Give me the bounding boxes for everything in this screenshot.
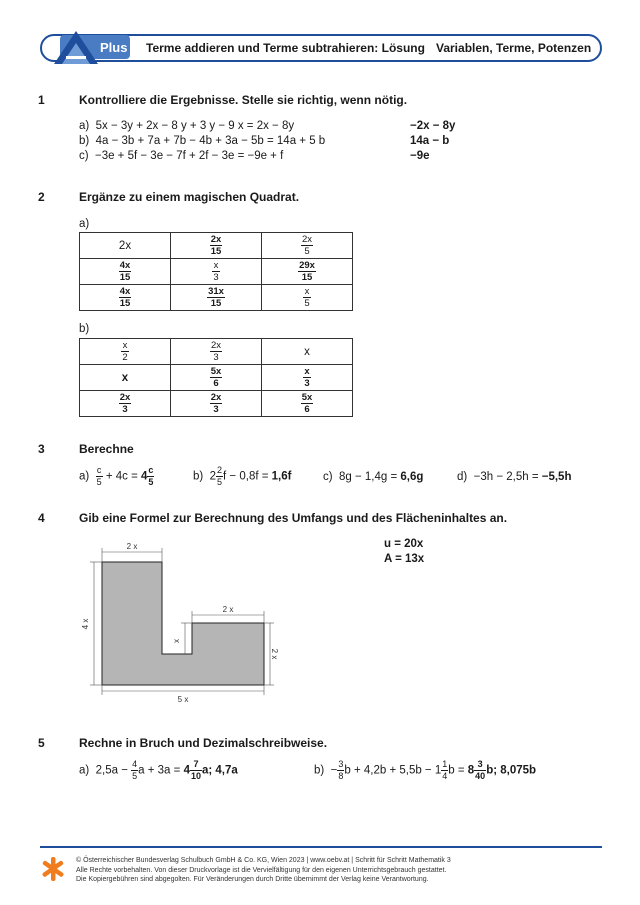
table-row xyxy=(80,339,353,365)
task-5-number: 5 xyxy=(38,736,45,750)
table-cell: x xyxy=(262,339,353,365)
publisher-logo xyxy=(40,856,66,882)
task-3-number: 3 xyxy=(38,442,45,456)
magic-square-a xyxy=(79,232,353,311)
task-1a-answer: −2x − 8y xyxy=(410,120,456,132)
task-1-number: 1 xyxy=(38,93,45,107)
table-cell: $\frac{5x}{6}$ xyxy=(262,391,353,417)
task-5b: b) − $\frac{3}{8}$ b + 4,2b + 5,5b − 1 $\frac{1}{4}$ b = 8 $\frac{3}{40}$ b; 8,075b xyxy=(314,759,537,781)
task-2b-label: b) xyxy=(79,323,90,335)
task-1b: b) 4a − 3b + 7a + 7b − 4b + 3a − 5b = 14a + 5 b xyxy=(79,135,326,147)
worksheet-title: Terme addieren und Terme subtrahieren: Lösung xyxy=(146,41,425,55)
worksheet-topic: Variablen, Terme, Potenzen xyxy=(436,41,592,55)
table-cell: $\frac{4x}{15}$ xyxy=(80,285,171,311)
table-row xyxy=(80,259,353,285)
dim-bottom: 5 x xyxy=(177,695,189,704)
task-4-answer-u: u = 20x xyxy=(384,538,424,550)
table-cell: $\frac{x}{3}$ xyxy=(171,259,262,285)
plus-logo xyxy=(52,31,132,65)
task-3d: d) −3h − 2,5h = −5,5h xyxy=(457,471,572,483)
table-row xyxy=(80,285,353,311)
task-1c-answer: −9e xyxy=(410,150,430,162)
magic-square-b xyxy=(79,338,353,417)
table-cell: $\frac{31x}{15}$ xyxy=(171,285,262,311)
table-cell: $\frac{2x}{5}$ xyxy=(262,233,353,259)
dim-inner-top: 2 x xyxy=(222,605,234,614)
task-3-instruction: Berechne xyxy=(79,442,134,456)
table-cell: $\frac{5x}{6}$ xyxy=(171,365,262,391)
dim-left: 4 x xyxy=(81,618,90,630)
table-cell: $\frac{2x}{3}$ xyxy=(80,391,171,417)
svg-text:Plus: Plus xyxy=(100,40,128,55)
footer-divider xyxy=(40,846,602,848)
table-cell: $\frac{29x}{15}$ xyxy=(262,259,353,285)
task-4-answer-a: A = 13x xyxy=(384,553,425,565)
l-shape-figure xyxy=(78,538,278,708)
dim-right: 2 x xyxy=(270,648,279,660)
table-cell: $\frac{x}{2}$ xyxy=(80,339,171,365)
task-2-instruction: Ergänze zu einem magischen Quadrat. xyxy=(79,190,300,204)
table-row xyxy=(80,233,353,259)
dim-top: 2 x xyxy=(126,542,138,551)
footer-copyright: © Österreichischer Bundesverlag Schulbuch GmbH & Co. KG, Wien 2023 | www.oebv.at | Schritt für Schritt Mathematik 3 Alle Rechte vorbehalten. Von dieser Druckvorlage ist die Vervielfältigung für den eigenen Unterrichtsgebrauch gestattet. Die Kopiergebühren sind abgegolten. Für Veränderungen durch Dritte übernimmt der Verlag keine Verantwortung. xyxy=(76,857,451,883)
table-cell: $\frac{x}{3}$ xyxy=(262,365,353,391)
table-cell: $\frac{2x}{15}$ xyxy=(171,233,262,259)
task-5-instruction: Rechne in Bruch und Dezimalschreibweise. xyxy=(79,736,328,750)
task-2-number: 2 xyxy=(38,190,45,204)
table-row xyxy=(80,365,353,391)
table-cell: $\frac{4x}{15}$ xyxy=(80,259,171,285)
table-row xyxy=(80,391,353,417)
task-4-number: 4 xyxy=(38,511,45,525)
dim-step: x xyxy=(172,639,181,643)
task-3c: c) 8g − 1,4g = 6,6g xyxy=(323,471,424,483)
task-5a: a) 2,5a − $\frac{4}{5}$ a + 3a = 4 $\frac{7}{10}$ a; 4,7a xyxy=(79,759,238,781)
task-4-instruction: Gib eine Formel zur Berechnung des Umfangs und des Flächeninhaltes an. xyxy=(79,511,508,525)
task-3b: b) 2 $\frac{2}{5}$ f − 0,8f = 1,6f xyxy=(193,465,292,487)
table-cell: $\frac{2x}{3}$ xyxy=(171,391,262,417)
task-2a-label: a) xyxy=(79,218,90,230)
table-cell: $\frac{2x}{3}$ xyxy=(171,339,262,365)
task-1b-answer: 14a − b xyxy=(410,135,450,147)
task-1c: c) −3e + 5f − 3e − 7f + 2f − 3e = −9e + f xyxy=(79,150,284,162)
table-cell: $\frac{x}{5}$ xyxy=(262,285,353,311)
l-shape xyxy=(102,562,264,685)
table-cell: 2x xyxy=(80,233,171,259)
task-1-instruction: Kontrolliere die Ergebnisse. Stelle sie richtig, wenn nötig. xyxy=(79,93,408,107)
task-3a: a) $\frac{c}{5}$ + 4c = 4 $\frac{c}{5}$ xyxy=(79,465,154,487)
task-1a: a) 5x − 3y + 2x − 8 y + 3 y − 9 x = 2x − 8y xyxy=(79,120,295,132)
table-cell: x xyxy=(80,365,171,391)
